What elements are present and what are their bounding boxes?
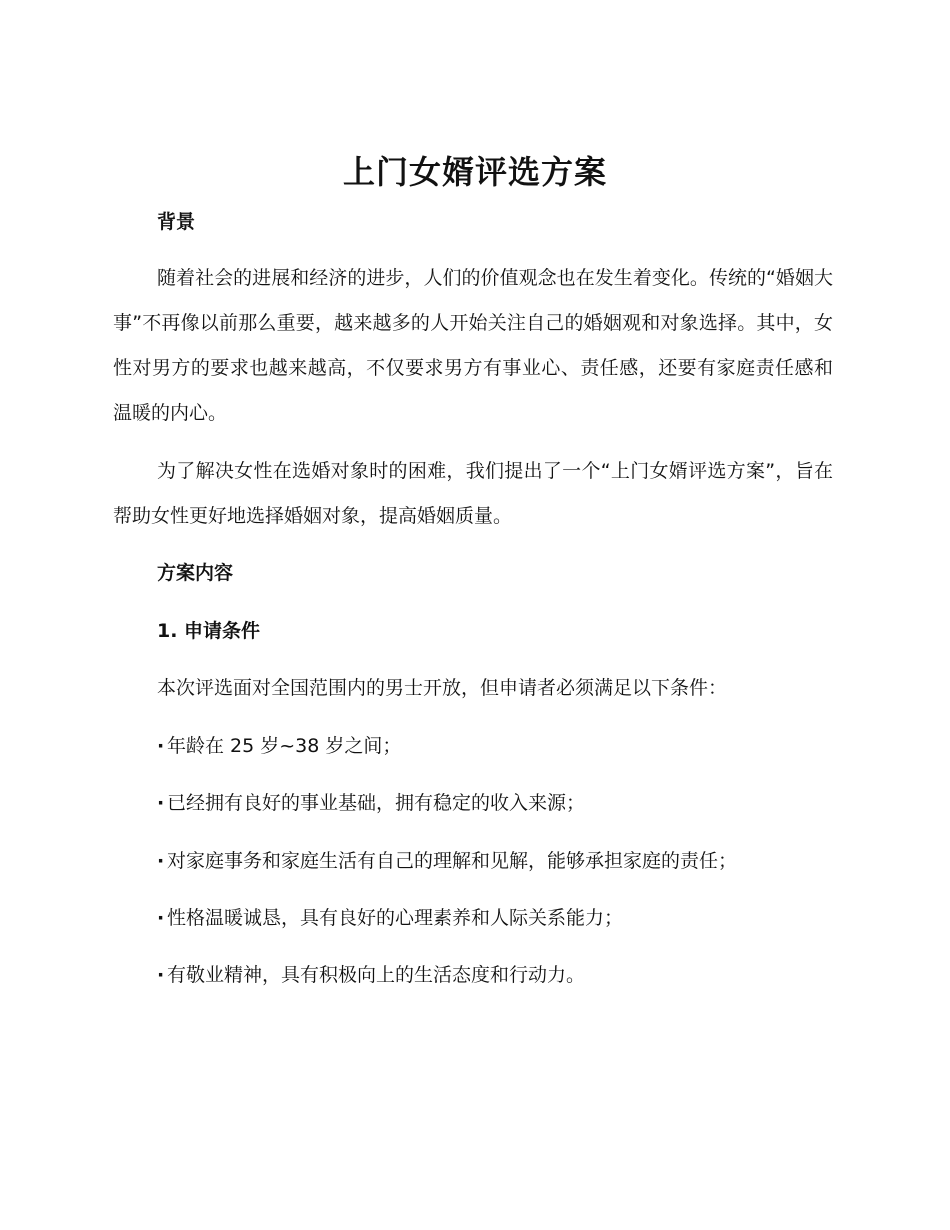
condition-item [157,903,623,933]
condition-text: 对家庭事务和家庭生活有自己的理解和见解，能够承担家庭的责任； [167,850,738,872]
background-paragraph-2: 为了解决女性在选婚对象时的困难，我们提出了一个“上门女婿评选方案”，旨在帮助女性更好地选择婚姻对象，提高婚姻质量。 [113,460,833,527]
condition-text: 已经拥有良好的事业基础，拥有稳定的收入来源； [167,792,586,814]
bullet-symbol: · [157,964,165,986]
section-heading-background: 背景 [157,211,196,233]
condition-item [157,788,585,818]
condition-item [157,846,737,876]
conditions-intro: 本次评选面对全国范围内的男士开放，但申请者必须满足以下条件： [157,677,728,699]
bullet-symbol: · [157,850,165,872]
condition-text: 性格温暖诚恳，具有良好的心理素养和人际关系能力； [167,907,624,929]
condition-text: 年龄在 25 岁~38 岁之间； [167,735,402,757]
condition-text: 有敬业精神，具有积极向上的生活态度和行动力。 [167,964,586,986]
bullet-symbol: · [157,907,165,929]
section-heading-plan: 方案内容 [157,562,234,584]
condition-item [157,960,585,990]
document-title: 上门女婿评选方案 [342,153,607,191]
bullet-symbol: · [157,735,165,757]
condition-item [157,731,401,761]
bullet-symbol: · [157,792,165,814]
background-paragraph-1: 随着社会的进展和经济的进步，人们的价值观念也在发生着变化。传统的“婚姻大事”不再像以前那么重要，越来越多的人开始关注自己的婚姻观和对象选择。其中，女性对男方的要求也越来越高，不仅要求男方有事业心、责任感，还要有家庭责任感和温暖的内心。 [113,267,833,424]
subsection-heading-conditions: 1. 申请条件 [157,620,261,642]
